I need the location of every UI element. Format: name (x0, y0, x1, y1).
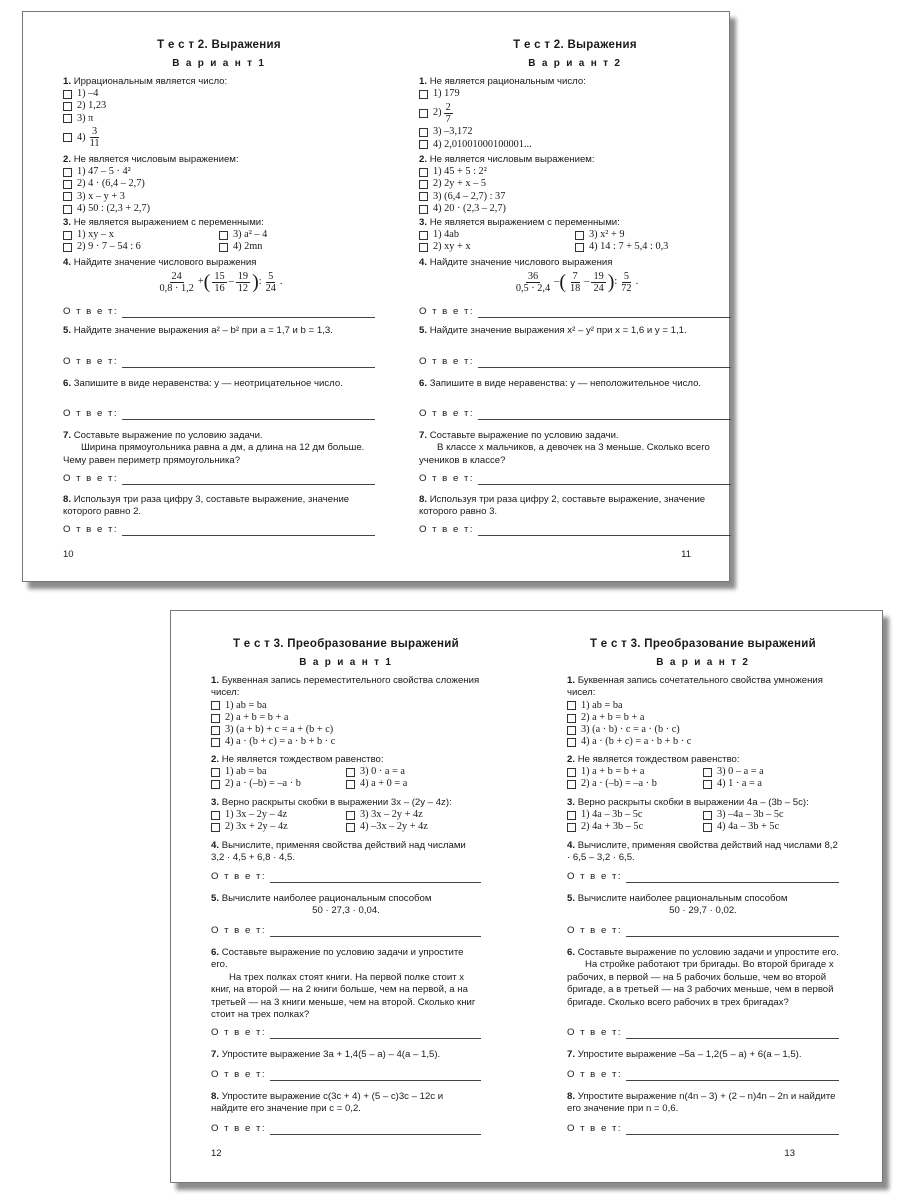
answer-line[interactable]: О т в е т: (419, 473, 731, 485)
answer-line[interactable]: О т в е т: (63, 408, 375, 420)
question-4: 4. Вычислите, применяя свойства действий над числами 3,2 · 4,5 + 6,8 · 4,5. (211, 840, 466, 864)
question-4: 4. Найдите значение числового выражения (63, 257, 257, 268)
question-2: 2. Не является тождеством равенство: 1) a + b = b + a 3) 0 – a = a 2) a · (–b) = –a · b 4) 1 · a = a (567, 754, 764, 790)
question-2: 2. Не является числовым выражением: 1) 47 – 5 · 4² 2) 4 · (6,4 – 2,7) 3) x – y + 3 4) 50 : (2,3 + 2,7) (63, 154, 239, 214)
question-8: 8. Упростите выражение c(3c + 4) + (5 – c)3c – 12c и найдите его значение при c = 0,2. (211, 1091, 444, 1115)
checkbox[interactable] (211, 823, 220, 832)
checkbox[interactable] (419, 205, 428, 214)
answer-line[interactable]: О т в е т: (567, 871, 839, 883)
checkbox[interactable] (211, 768, 220, 777)
checkbox[interactable] (346, 823, 355, 832)
answer-line[interactable]: О т в е т: (211, 871, 481, 883)
question-1: 1. Буквенная запись сочетательного свойства умножения чисел: 1) ab = ba 2) a + b = b + a 3) (a · b) · c = a · (b · c) 4) a · (b + c) = a · b + b · c (567, 675, 823, 748)
question-7: 7. Упростите выражение 3a + 1,4(5 – a) – 4(a – 1,5). (211, 1049, 441, 1060)
checkbox[interactable] (211, 738, 220, 747)
page-title: Т е с т 3. Преобразование выражений (232, 638, 460, 650)
answer-line[interactable]: О т в е т: (567, 1027, 839, 1039)
answer-line[interactable]: О т в е т: (567, 925, 839, 937)
question-8: 8. Упростите выражение n(4n – 3) + (2 – n)4n – 2n и найдите его значение при n = 0,6. (567, 1091, 836, 1115)
checkbox[interactable] (575, 243, 584, 252)
checkbox[interactable] (63, 205, 72, 214)
question-6: 6. Запишите в виде неравенства: y — неположительное число. (419, 378, 702, 389)
answer-line[interactable]: О т в е т: (63, 524, 375, 536)
page-number: 12 (211, 1148, 222, 1159)
checkbox[interactable] (346, 811, 355, 820)
question-6: 6. Составьте выражение по условию задачи и упростите его. На стройке работают три бригады. Во второй бригаде x рабочих, в первой — на 5 рабочих больше, чем во второй бригаде, а в третьей — на 3 рабочих меньше, чем в первой бригаде. Сколько всего рабочих в трех бригадах? (567, 947, 839, 1008)
page-title: Т е с т 2. Выражения (157, 39, 281, 51)
checkbox[interactable] (703, 823, 712, 832)
variant-label: В а р и а н т 2 (528, 58, 622, 69)
checkbox[interactable] (567, 780, 576, 789)
question-1: 1. Иррациональным является число: 1) –4 2) 1,23 3) π 4) $\frac{3}{11}$ (63, 76, 375, 151)
question-3: 3. Не является выражением с переменными: 1) xy – x 3) a² – 4 2) 9 · 7 – 54 : 6 4) 2mn (63, 217, 268, 253)
checkbox[interactable] (567, 738, 576, 747)
checkbox[interactable] (419, 231, 428, 240)
answer-line[interactable]: О т в е т: (211, 1069, 481, 1081)
variant-label: В а р и а н т 1 (299, 657, 393, 668)
answer-line[interactable]: О т в е т: (419, 306, 731, 318)
question-6: 6. Составьте выражение по условию задачи и упростите его. На трех полках стоят книги. На первой полке стоит x книг, на второй — на 2 книги больше, чем на первой, а на третьей — на 3 книги меньше, чем на второй. Сколько книг стоит на трех полках? (211, 947, 476, 1021)
checkbox[interactable] (219, 231, 228, 240)
question-3: 3. Не является выражением с переменными: 1) 4ab 3) x² + 9 2) xy + x 4) 14 : 7 + 5,4 : 0,3 (419, 217, 669, 253)
option-4: 4) $\frac{3}{11}$ (63, 125, 375, 151)
page-title: Т е с т 3. Преобразование выражений (589, 638, 817, 650)
answer-line[interactable]: О т в е т: (211, 1123, 481, 1135)
checkbox[interactable] (703, 768, 712, 777)
question-2: 2. Не является числовым выражением: 1) 45 + 5 : 2² 2) 2y + x – 5 3) (6,4 – 2,7) : 37 4) 20 · (2,3 – 2,7) (419, 154, 595, 214)
answer-line[interactable]: О т в е т: (419, 524, 731, 536)
checkbox[interactable] (63, 243, 72, 252)
checkbox[interactable] (567, 701, 576, 710)
option-1: 1) –4 (63, 88, 375, 100)
checkbox[interactable] (567, 811, 576, 820)
checkbox[interactable] (211, 811, 220, 820)
question-1: 1. Не является рациональным число: 1) 179 2) $\frac{2}{7}$ 3) –3,172 4) 2,01001000100001... (419, 76, 586, 150)
checkbox[interactable] (419, 128, 428, 137)
question-1: 1. Буквенная запись переместительного свойства сложения чисел: 1) ab = ba 2) a + b = b + a 3) (a + b) + c = a + (b + c) 4) a · (b + c) = a · b + b · c (211, 675, 480, 748)
variant-label: В а р и а н т 1 (172, 58, 266, 69)
answer-line[interactable]: О т в е т: (211, 1027, 481, 1039)
checkbox[interactable] (567, 726, 576, 735)
checkbox[interactable] (346, 768, 355, 777)
page-title: Т е с т 2. Выражения (513, 39, 637, 51)
checkbox[interactable] (211, 701, 220, 710)
answer-line[interactable]: О т в е т: (567, 1069, 839, 1081)
fraction: $\frac{3}{11}$ (89, 126, 100, 150)
checkbox[interactable] (419, 140, 428, 149)
question-5: 5. Найдите значение выражения a² – b² при a = 1,7 и b = 1,3. (63, 325, 333, 336)
variant-label: В а р и а н т 2 (656, 657, 750, 668)
answer-line[interactable]: О т в е т: (419, 408, 731, 420)
question-5: 5. Вычислите наиболее рациональным способом 50 · 27,3 · 0,04. (211, 893, 432, 917)
spread-test-3 (170, 610, 883, 1183)
question-5: 5. Вычислите наиболее рациональным способом 50 · 29,7 · 0,02. (567, 893, 788, 917)
answer-line[interactable]: О т в е т: (63, 356, 375, 368)
checkbox[interactable] (419, 168, 428, 177)
page-number: 10 (63, 549, 74, 560)
checkbox[interactable] (63, 180, 72, 189)
checkbox[interactable] (575, 231, 584, 240)
checkbox[interactable] (63, 102, 72, 111)
checkbox[interactable] (419, 192, 428, 201)
checkbox[interactable] (419, 109, 428, 118)
answer-line[interactable]: О т в е т: (211, 925, 481, 937)
page-number: 11 (681, 549, 691, 560)
checkbox[interactable] (211, 714, 220, 723)
checkbox[interactable] (703, 780, 712, 789)
question-7: 7. Составьте выражение по условию задачи. В классе x мальчиков, а девочек на 3 меньше. Сколько всего учеников в классе? (419, 430, 710, 466)
answer-line[interactable]: О т в е т: (63, 306, 375, 318)
answer-line[interactable]: О т в е т: (419, 356, 731, 368)
page-number: 13 (784, 1148, 795, 1159)
fraction: $\frac{2}{7}$ (445, 102, 451, 126)
checkbox[interactable] (211, 780, 220, 789)
question-8: 8. Используя три раза цифру 2, составьте выражение, значение которого равно 3. (419, 494, 706, 518)
option-2: 2) 1,23 (63, 101, 375, 113)
formula: $\frac{24}{0,8 \cdot 1,2}$ + ( $\frac{15}{16}$ – $\frac{19}{12}$ ) : $\frac{5}{24}$ . (159, 271, 283, 294)
checkbox[interactable] (567, 714, 576, 723)
checkbox[interactable] (211, 726, 220, 735)
checkbox[interactable] (567, 768, 576, 777)
question-5: 5. Найдите значение выражения x² – y² при x = 1,6 и y = 1,1. (419, 325, 687, 336)
checkbox[interactable] (346, 780, 355, 789)
question-3: 3. Верно раскрыты скобки в выражении 3x – (2y – 4z): 1) 3x – 2y – 4z 3) 3x – 2y + 4z 2) 3x + 2y – 4z 4) –3x – 2y + 4z (211, 797, 452, 833)
question-3: 3. Верно раскрыты скобки в выражении 4a – (3b – 5c): 1) 4a – 3b – 5c 3) –4a – 3b – 5c 2) 4a + 3b – 5c 4) 4a – 3b + 5c (567, 797, 809, 833)
checkbox[interactable] (219, 243, 228, 252)
checkbox[interactable] (63, 192, 72, 201)
checkbox[interactable] (63, 168, 72, 177)
question-7: 7. Упростите выражение –5a – 1,2(5 – a) + 6(a – 1,5). (567, 1049, 802, 1060)
checkbox[interactable] (567, 823, 576, 832)
checkbox[interactable] (63, 90, 72, 99)
option-3: 3) π (63, 113, 375, 125)
question-6: 6. Запишите в виде неравенства: y — неотрицательное число. (63, 378, 343, 389)
checkbox[interactable] (703, 811, 712, 820)
checkbox[interactable] (63, 114, 72, 123)
question-7: 7. Составьте выражение по условию задачи. Ширина прямоугольника равна a дм, а длина на 12 дм больше. Чему равен периметр прямоугольника? (63, 430, 365, 466)
answer-line[interactable]: О т в е т: (63, 473, 375, 485)
question-4: 4. Найдите значение числового выражения (419, 257, 613, 268)
checkbox[interactable] (63, 231, 72, 240)
checkbox[interactable] (63, 133, 72, 142)
checkbox[interactable] (419, 243, 428, 252)
question-4: 4. Вычислите, применяя свойства действий над числами 8,2 · 6,5 – 3,2 · 6,5. (567, 840, 838, 864)
checkbox[interactable] (419, 180, 428, 189)
question-2: 2. Не является тождеством равенство: 1) ab = ba 3) 0 · a = a 2) a · (–b) = –a · b 4) a + 0 = a (211, 754, 408, 790)
spread-test-2 (22, 11, 730, 582)
question-8: 8. Используя три раза цифру 3, составьте выражение, значение которого равно 2. (63, 494, 350, 518)
answer-line[interactable]: О т в е т: (567, 1123, 839, 1135)
checkbox[interactable] (419, 90, 428, 99)
formula: $\frac{36}{0,5 \cdot 2,4}$ – ( $\frac{7}{18}$ – $\frac{19}{24}$ ) : $\frac{5}{72}$ . (515, 271, 639, 294)
